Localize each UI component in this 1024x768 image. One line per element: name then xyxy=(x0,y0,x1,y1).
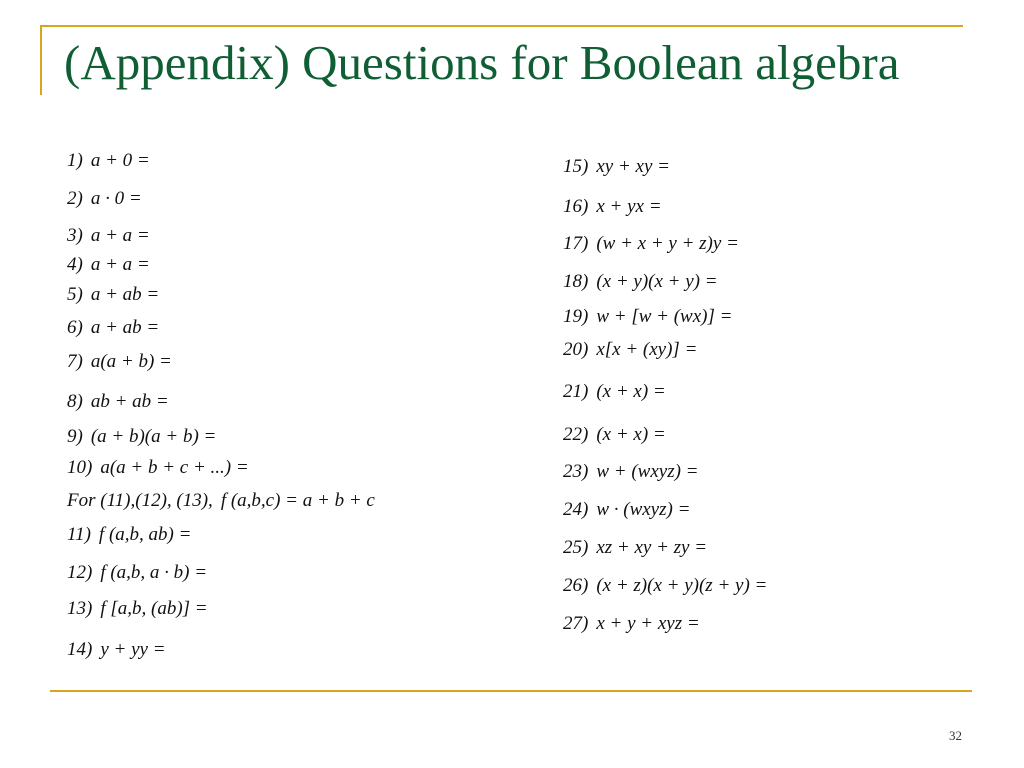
question-9: 9) (a + b)(a + b) = xyxy=(67,426,217,447)
question-25: 25) xz + xy + zy = xyxy=(563,537,708,558)
question-6: 6) a + ab = xyxy=(67,317,160,338)
title-frame-left-rule xyxy=(40,25,42,95)
question-23: 23) w + (wxyz) = xyxy=(563,461,699,482)
page-number: 32 xyxy=(949,728,962,743)
question-2: 2) a · 0 = xyxy=(67,188,142,209)
question-1: 1) a + 0 = xyxy=(67,150,150,171)
question-4: 4) a + a = xyxy=(67,254,150,275)
slide-title: (Appendix) Questions for Boolean algebra xyxy=(64,35,900,90)
question-22: 22) (x + x) = xyxy=(563,424,666,445)
question-10: 10) a(a + b + c + ...) = xyxy=(67,457,249,478)
question-18: 18) (x + y)(x + y) = xyxy=(563,271,718,292)
question-15: 15) xy + xy = xyxy=(563,156,670,177)
question-5: 5) a + ab = xyxy=(67,284,160,305)
question-26: 26) (x + z)(x + y)(z + y) = xyxy=(563,575,768,596)
question-12: 12) f (a,b, a · b) = xyxy=(67,562,208,583)
question-27: 27) x + y + xyz = xyxy=(563,613,700,634)
question-11: 11) f (a,b, ab) = xyxy=(67,524,192,545)
question-20: 20) x[x + (xy)] = xyxy=(563,339,698,360)
question-7: 7) a(a + b) = xyxy=(67,351,172,372)
question-17: 17) (w + x + y + z)y = xyxy=(563,233,739,254)
title-frame-top-rule xyxy=(40,25,963,27)
question-21: 21) (x + x) = xyxy=(563,381,666,402)
footer-rule xyxy=(50,690,972,692)
question-3: 3) a + a = xyxy=(67,225,150,246)
question-8: 8) ab + ab = xyxy=(67,391,169,412)
question-function-definition: For (11),(12), (13), f (a,b,c) = a + b + c xyxy=(67,490,375,511)
question-16: 16) x + yx = xyxy=(563,196,662,217)
question-13: 13) f [a,b, (ab)] = xyxy=(67,598,208,619)
question-14: 14) y + yy = xyxy=(67,639,166,660)
question-19: 19) w + [w + (wx)] = xyxy=(563,306,733,327)
question-24: 24) w · (wxyz) = xyxy=(563,499,691,520)
